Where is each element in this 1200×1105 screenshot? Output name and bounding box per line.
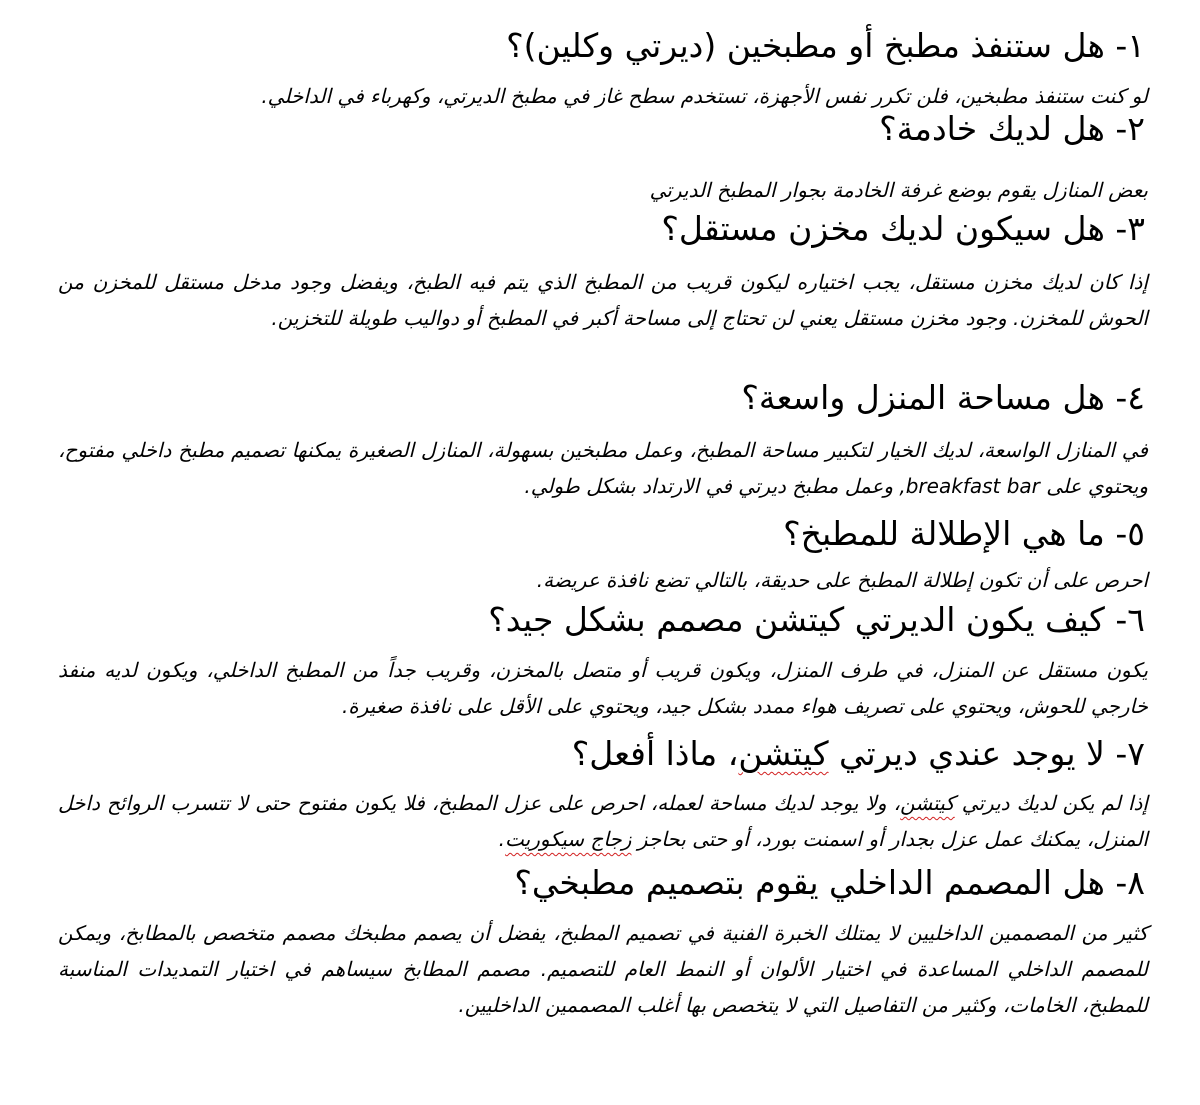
section-7-body-end: .: [498, 827, 506, 851]
section-7-body-middle: ، ولا يوجد لديك مساحة لعمله، احرص على عزل المطبخ، فلا يكون مفتوح حتى لا تتسرب الروائح داخل المنزل، يمكنك عمل عزل بجدار أو اسمنت بورد، أو حتى بحاجز: [58, 791, 1148, 851]
spellcheck-flagged-phrase: زجاج سيكوريت: [505, 827, 632, 851]
spellcheck-flagged-word: كيتشن: [738, 734, 829, 773]
section-7-heading-end: ، ماذا أفعل؟: [571, 734, 739, 773]
section-4-body: في المنازل الواسعة، لديك الخيار لتكبير مساحة المطبخ، وعمل مطبخين بسهولة، المنازل الصغيرة يمكنها تصميم مطبخ داخلي مفتوح، ويحتوي على breakfast bar, وعمل مطبخ ديرتي في الارتداد بشكل طولي.: [58, 438, 1148, 498]
spellcheck-flagged-word: كيتشن: [900, 791, 955, 815]
section-5-heading: ٥- ما هي الإطلالة للمطبخ؟: [783, 514, 1145, 553]
section-7-heading: [0, 732, 1200, 776]
section-6-heading: ٦- كيف يكون الديرتي كيتشن مصمم بشكل جيد؟: [488, 600, 1145, 639]
section-7-body-start: إذا لم يكن لديك ديرتي: [954, 791, 1148, 815]
section-8-body: كثير من المصممين الداخليين لا يمتلك الخبرة الفنية في تصميم المطبخ، يفضل أن يصمم مطبخك مصمم متخصص بالمطابخ، ويمكن للمصمم الداخلي المساعدة في اختيار الألوان أو النمط العام للتصميم. مصمم المطابخ سيساهم في اختيار التمديدات المناسبة للمطبخ، الخامات، وكثير من التفاصيل التي لا يتخصص بها أغلب المصممين الداخليين.: [58, 921, 1148, 1017]
section-1-heading: ١- هل ستنفذ مطبخ أو مطبخين (ديرتي وكلين)؟: [506, 26, 1145, 65]
section-8-heading: ٨- هل المصمم الداخلي يقوم بتصميم مطبخي؟: [514, 863, 1145, 902]
section-2-heading: ٢- هل لديك خادمة؟: [879, 109, 1145, 148]
section-2-body: بعض المنازل يقوم بوضع غرفة الخادمة بجوار المطبخ الديرتي: [649, 178, 1148, 202]
section-6-body: يكون مستقل عن المنزل، في طرف المنزل، ويكون قريب أو متصل بالمخزن، وقريب جداً من المطبخ الداخلي، ويكون لديه منفذ خارجي للحوش، ويحتوي على تصريف هواء ممدد بشكل جيد، ويحتوي على الأقل على نافذة صغيرة.: [58, 658, 1148, 718]
section-1-body: لو كنت ستنفذ مطبخين، فلن تكرر نفس الأجهزة، تستخدم سطح غاز في مطبخ الديرتي، وكهرباء في الداخلي.: [261, 84, 1148, 108]
section-3-heading: ٣- هل سيكون لديك مخزن مستقل؟: [661, 209, 1145, 248]
section-7-body: [58, 785, 1148, 857]
section-4-heading: ٤- هل مساحة المنزل واسعة؟: [741, 378, 1145, 417]
section-7-heading-start: ٧- لا يوجد عندي ديرتي: [828, 734, 1145, 773]
section-5-body: احرص على أن تكون إطلالة المطبخ على حديقة، بالتالي تضع نافذة عريضة.: [536, 568, 1148, 592]
section-3-body: إذا كان لديك مخزن مستقل، يجب اختياره ليكون قريب من المطبخ الذي يتم فيه الطبخ، ويفضل وجود مدخل مستقل للمخزن من الحوش للمخزن. وجود مخزن مستقل يعني لن تحتاج إلى مساحة أكبر في المطبخ أو دواليب طويلة للتخزين.: [58, 270, 1148, 330]
